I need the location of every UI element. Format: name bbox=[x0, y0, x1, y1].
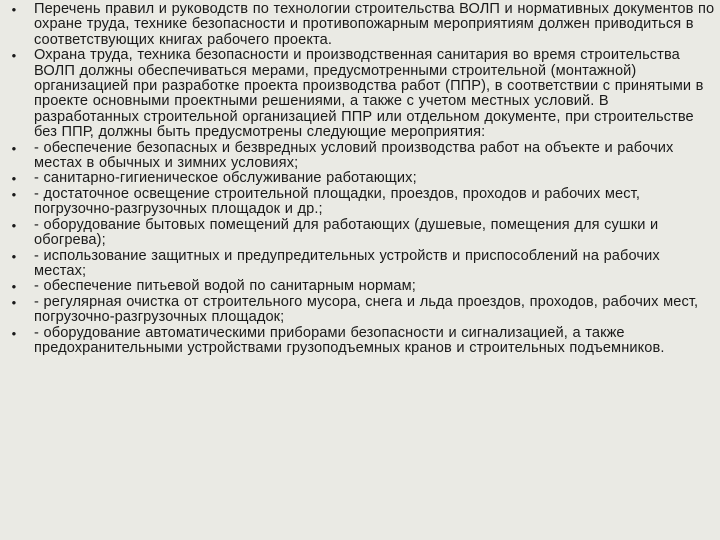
list-item bbox=[0, 249, 716, 280]
bullet-icon bbox=[4, 171, 24, 186]
bullet-icon bbox=[4, 2, 24, 17]
bullet-icon bbox=[4, 48, 24, 63]
list-item bbox=[0, 141, 716, 172]
list-item-text: - оборудование бытовых помещений для работающих (душевые, помещения для сушки и обогрева); bbox=[34, 216, 659, 249]
bullet-icon bbox=[4, 279, 24, 294]
list-item-text: - достаточное освещение строительной площадки, проездов, проходов и рабочих мест, погрузочно-разгрузочных площадок и др.; bbox=[34, 185, 640, 218]
list-item-text: - оборудование автоматическими приборами безопасности и сигнализацией, а также предохранительными устройствами грузоподъемных кранов и строительных подъемников. bbox=[34, 324, 665, 356]
list-item bbox=[0, 326, 716, 357]
bullet-icon bbox=[4, 141, 24, 156]
list-item-text: Перечень правил и руководств по технологии строительства ВОЛП и нормативных документов по охране труда, технике безопасности и противопожарным мероприятиям должен приводиться в соответствующих книгах рабочего проекта. bbox=[34, 1, 715, 48]
list-item bbox=[0, 171, 716, 186]
bullet-list bbox=[0, 2, 716, 356]
bullet-icon bbox=[4, 187, 24, 202]
list-item-text: - использование защитных и предупредительных устройств и приспособлений на рабочих местах; bbox=[34, 247, 660, 279]
list-item bbox=[0, 48, 716, 140]
list-item-text: - обеспечение безопасных и безвредных условий производства работ на объекте и рабочих местах в обычных и зимних условиях; bbox=[34, 139, 674, 172]
list-item bbox=[0, 279, 716, 294]
list-item-text: - обеспечение питьевой водой по санитарным нормам; bbox=[34, 278, 416, 295]
list-item bbox=[0, 218, 716, 249]
list-item bbox=[0, 2, 716, 48]
list-item-text: - санитарно-гигиеническое обслуживание работающих; bbox=[34, 170, 417, 187]
list-item-text: Охрана труда, техника безопасности и производственная санитария во время строительства ВОЛП должны обеспечиваться мерами, предусмотренными строительной (монтажной) организацией при разработке проекта производства работ (ППР), в соответствии с принятыми в проекте основными проектными решениями, а также с учетом местных условий. В разработанных строительной организацией ППР или отдельном документе, при строительстве без ППР, должны быть предусмотрены следующие мероприятия: bbox=[34, 47, 704, 141]
bullet-icon bbox=[4, 295, 24, 310]
bullet-icon bbox=[4, 249, 24, 264]
bullet-icon bbox=[4, 326, 24, 341]
list-item-text: - регулярная очистка от строительного мусора, снега и льда проездов, проходов, рабочих мест, погрузочно-разгрузочных площадок; bbox=[34, 293, 699, 326]
bullet-icon bbox=[4, 218, 24, 233]
list-item bbox=[0, 295, 716, 326]
list-item bbox=[0, 187, 716, 218]
